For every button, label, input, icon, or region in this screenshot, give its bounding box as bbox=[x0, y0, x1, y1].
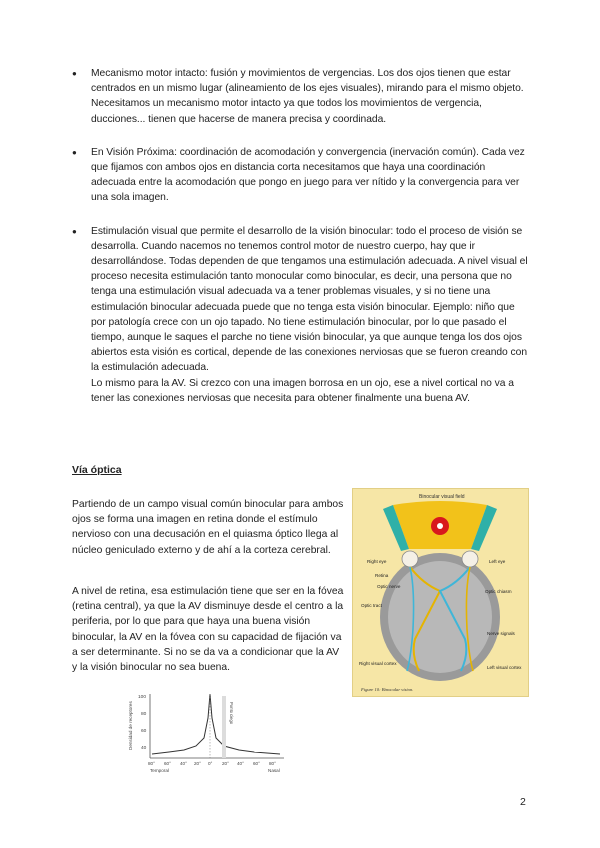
y-tick: 80 bbox=[141, 712, 147, 717]
x-tick: 80° bbox=[148, 761, 155, 766]
left-eye-label: Left eye bbox=[489, 559, 506, 564]
bullet-text: Mecanismo motor intacto: fusión y movimientos de vergencias. Los dos ojos tienen que estar centrados en un mismo lugar (alineamiento de los ejes visuales), mirando para el mismo objeto. Necesitamos un mecanismo motor intacto ya que todos los movimientos de vergencia, ducciones... tienen que hacerse de manera precisa y coordinada. bbox=[91, 68, 524, 125]
left-cortex-label: Left visual cortex bbox=[487, 665, 522, 670]
field-label: Binocular visual field bbox=[419, 494, 465, 500]
y-tick: 40 bbox=[141, 746, 147, 751]
y-tick: 100 bbox=[138, 695, 147, 700]
optic-nerve-label: Optic nerve bbox=[377, 584, 401, 589]
x-tick: 80° bbox=[269, 761, 276, 766]
bullet-item bbox=[72, 66, 532, 127]
acuity-graph bbox=[124, 688, 289, 774]
x-tick: 20° bbox=[194, 761, 201, 766]
retina-label: Retina bbox=[375, 573, 389, 578]
x-tick: 60° bbox=[164, 761, 171, 766]
bullet-text: En Visión Próxima: coordinación de acomodación y convergencia (inervación común). Cada vez que fijamos con ambos ojos en distancia corta necesitamos que haya una coordinación adecuada entre la acomodación que pongo en juego para ver nítido y la convergencia para ver una sola imagen. bbox=[91, 146, 525, 204]
right-cortex-label: Right visual cortex bbox=[359, 661, 397, 666]
optic-chiasm-label: Optic chiasm bbox=[485, 589, 512, 594]
binocular-vision-diagram bbox=[352, 488, 529, 697]
brain-inner bbox=[388, 561, 492, 673]
paragraph: A nivel de retina, esa estimulación tiene que ser en la fóvea (retina central), ya que la AV disminuye desde el centro a la periferia, por lo que para que haya una buena visión binocular, la AV en la fóvea con su capacidad de fijación va a ser determinante. Si no se da va a condicionar que la AV y la visión binocular no sea buena. bbox=[72, 586, 344, 674]
bullet-subtext: Lo mismo para la AV. Si crezco con una imagen borrosa en un ojo, ese a nivel cortical no va a tener las conexiones nerviosas que necesita para obtener finalmente una buena AV. bbox=[91, 377, 514, 404]
acuity-curve bbox=[152, 694, 280, 754]
right-eye bbox=[402, 551, 418, 567]
x-tick: 40° bbox=[237, 761, 244, 766]
bullet-text: Estimulación visual que permite el desarrollo de la visión binocular: todo el proceso de visión se desarrolla. Cuando nacemos no tenemos control motor de nuestro cuerpo, hay que ir desarrollándose. Todas dependen de que tengamos una estimulación adecuada. A nivel visual el proceso necesita estimulación tanto monocular como binocular, es decir, una persona que no tenga una estimulación visual adecuada va a tener problemas visuales, y si no tiene una estimulación binocular adecuada puede que no tenga esta visión binocular. Ejemplo: niño que por patología crece con un ojo tapado. No tiene estimulación binocular, por lo que pasado el tiempo, aunque le saques el parche no tiene visión binocular, ya que aunque tenga los dos ojos abiertos esta visión es cortical, depende de las conexiones nerviosas que se fueron creando con la estimulación adecuada. bbox=[91, 225, 528, 374]
x-tick: 40° bbox=[180, 761, 187, 766]
diagram-graphic bbox=[353, 489, 528, 696]
left-eye bbox=[462, 551, 478, 567]
paragraph: Partiendo de un campo visual común binocular para ambos ojos se forma una imagen en retina donde el estímulo nervioso con una decusación en el quiasma óptico llega al núcleo geniculado externo y de ahí a la corteza cerebral. bbox=[72, 499, 344, 556]
right-eye-label: Right eye bbox=[367, 559, 387, 564]
diagram-caption: Figure 10: Binocular vision. bbox=[361, 687, 414, 692]
x-tick: 0° bbox=[208, 761, 213, 766]
section-title: Vía óptica bbox=[72, 464, 122, 476]
bullet-list bbox=[72, 66, 532, 424]
bullet-item bbox=[72, 224, 532, 406]
target-center bbox=[437, 523, 443, 529]
acuity-graph-svg bbox=[124, 688, 289, 774]
graph-ylabel: Densidad de receptores bbox=[128, 701, 133, 750]
nerve-signals-label: Nerve signals bbox=[487, 631, 515, 636]
optic-tract-label: Optic tract bbox=[361, 603, 382, 608]
x-label-nasal: Nasal bbox=[268, 768, 280, 773]
x-tick: 20° bbox=[222, 761, 229, 766]
blind-spot-band bbox=[222, 696, 226, 758]
bullet-item bbox=[72, 145, 532, 206]
blind-spot-label: Punto ciego bbox=[229, 702, 234, 725]
y-tick: 60 bbox=[141, 729, 147, 734]
x-tick: 60° bbox=[253, 761, 260, 766]
page-number: 2 bbox=[520, 796, 526, 808]
x-label-temporal: Temporal bbox=[150, 768, 169, 773]
